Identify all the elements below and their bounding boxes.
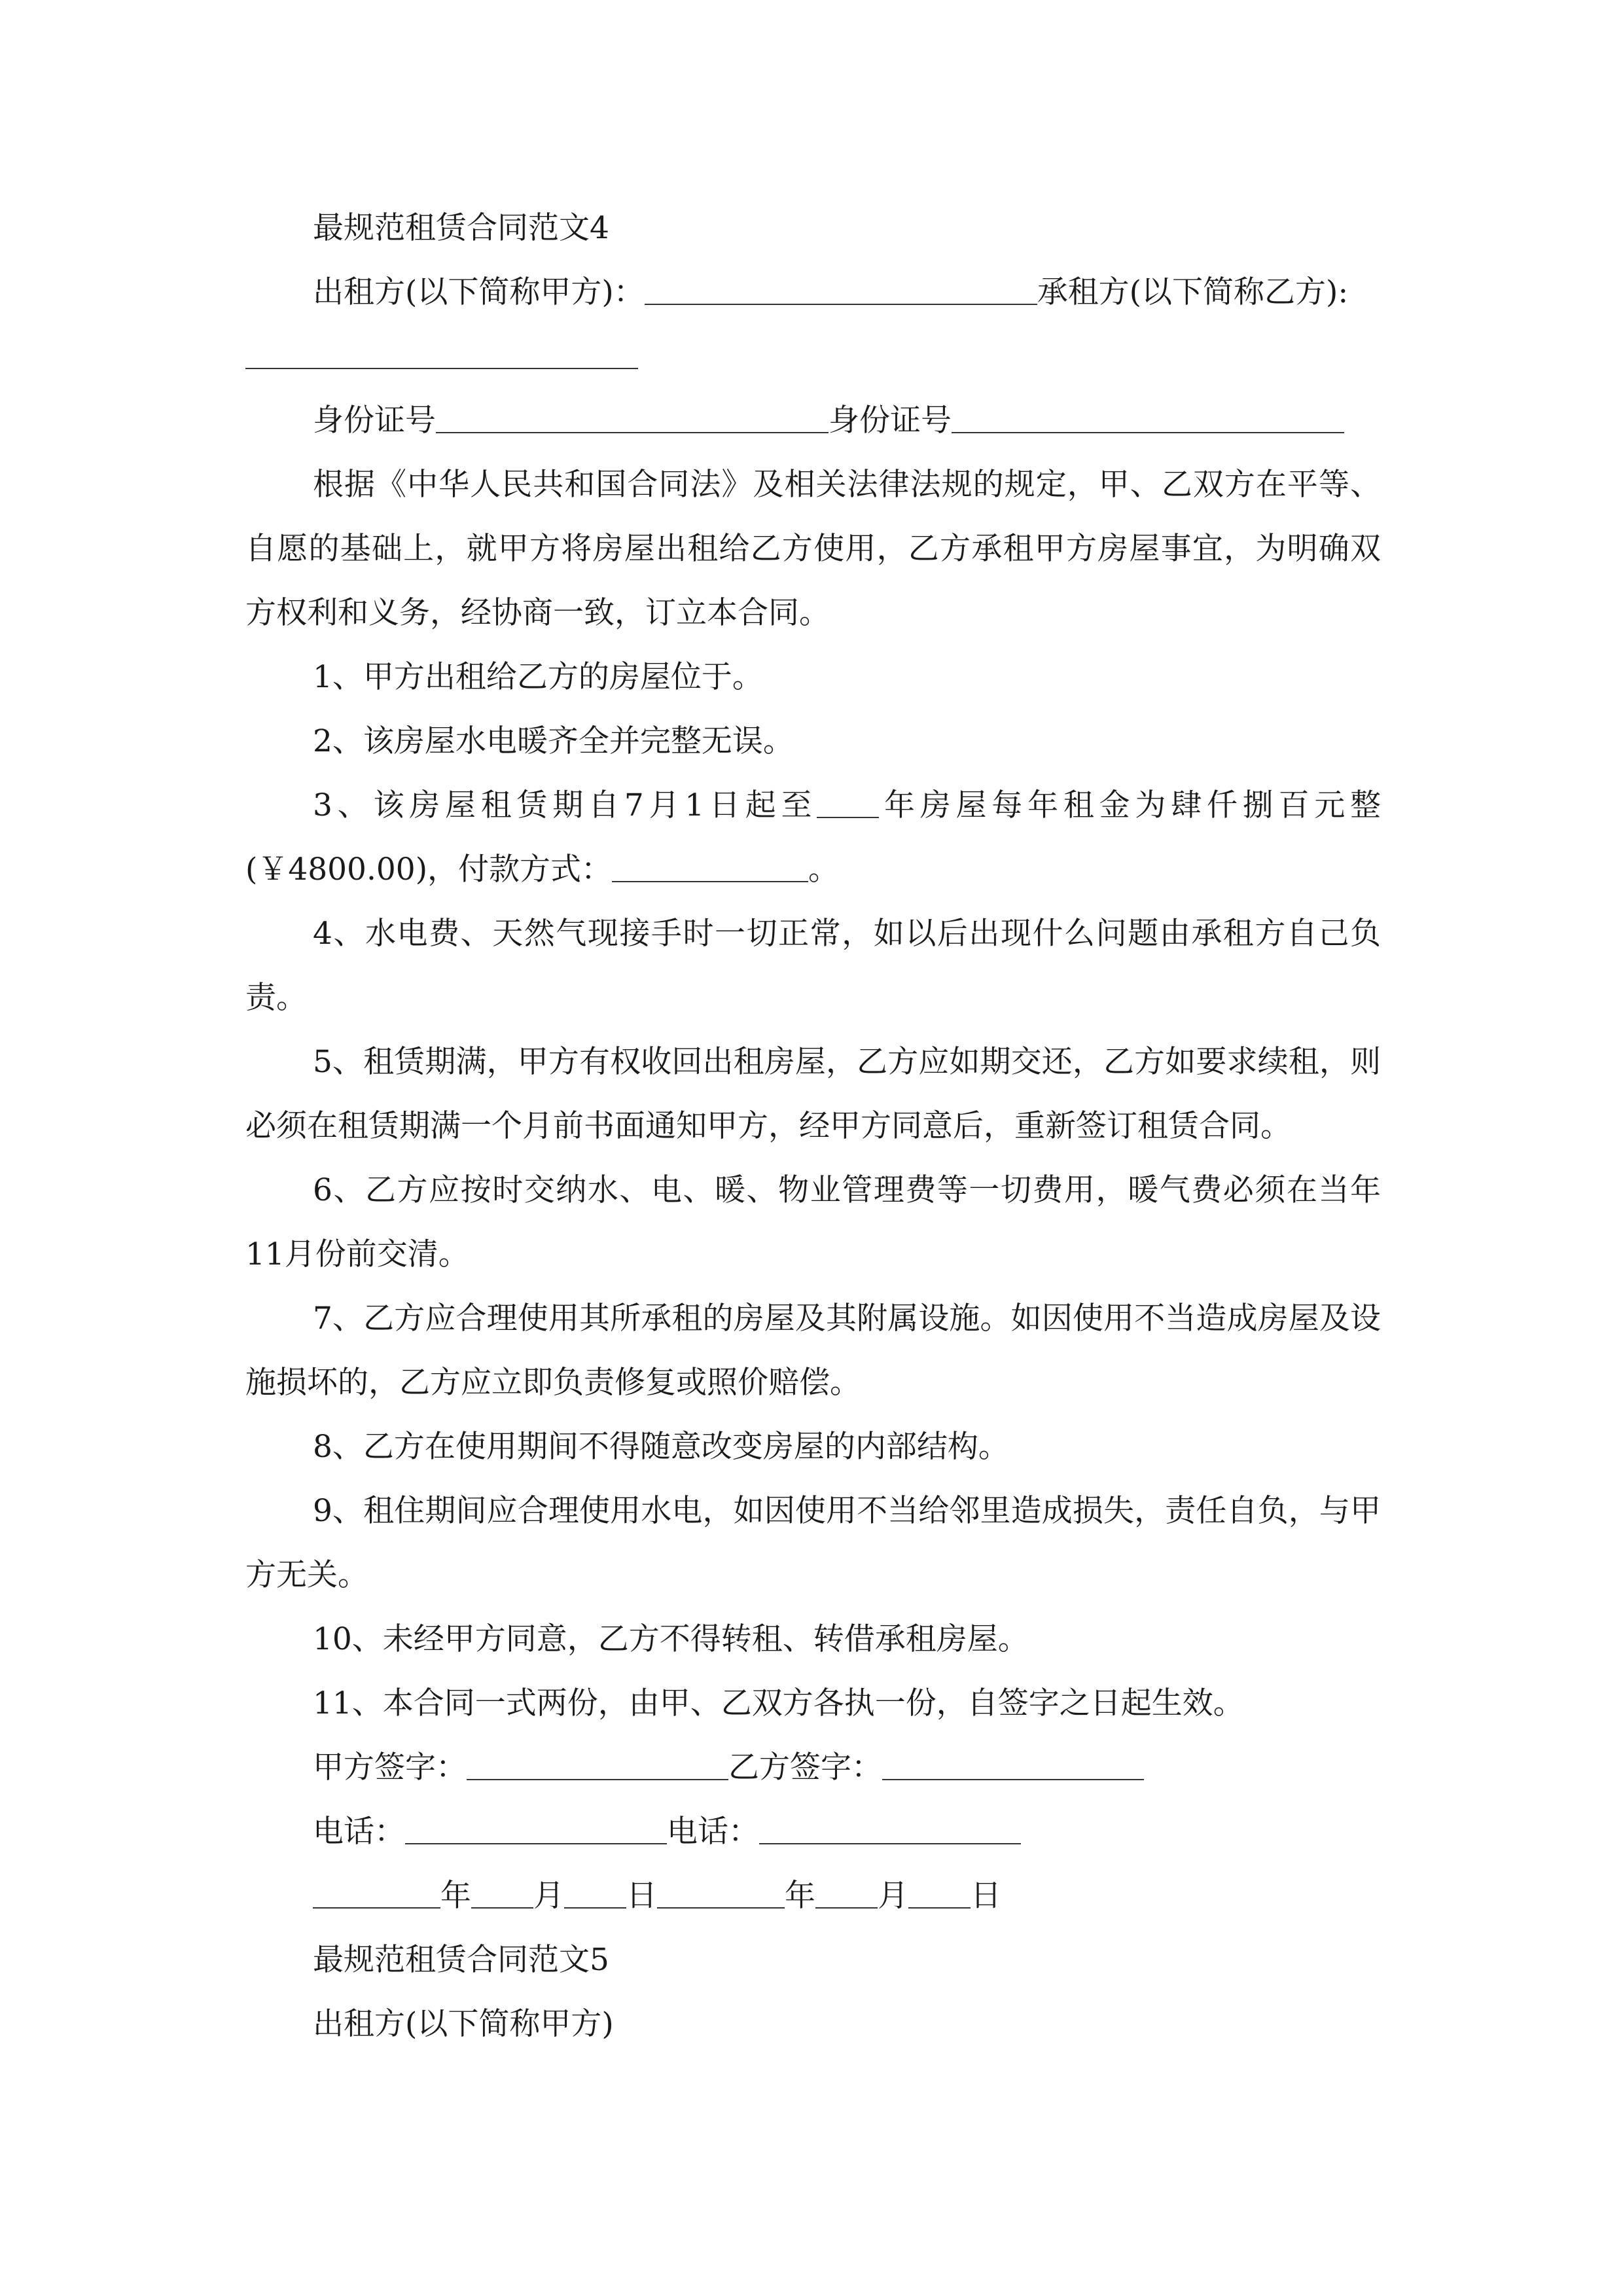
contract-page bbox=[245, 196, 1381, 2056]
clause-3 bbox=[245, 774, 1381, 902]
date-a-month-label: 月 bbox=[533, 1878, 564, 1914]
lessee-id-label: 身份证号 bbox=[829, 403, 952, 439]
clause-1: 1、甲方出租给乙方的房屋位于。 bbox=[313, 659, 763, 695]
date-b-year-blank[interactable] bbox=[657, 1876, 785, 1909]
lessor-label: 出租方(以下简称甲方)： bbox=[313, 274, 645, 310]
date-b-month-blank[interactable] bbox=[815, 1876, 878, 1909]
intro-paragraph: 根据《中华人民共和国合同法》及相关法律法规的规定，甲、乙双方在平等、自愿的基础上，就甲方将房屋出租给乙方使用，乙方承租甲方房屋事宜，为明确双方权利和义务，经协商一致，订立本合同。 bbox=[245, 467, 1381, 631]
date-a-day-label: 日 bbox=[626, 1878, 657, 1914]
lessor-id-blank[interactable] bbox=[436, 401, 829, 433]
phone-line bbox=[245, 1800, 1381, 1864]
lessee-label: 承租方(以下简称乙方): bbox=[1037, 274, 1349, 310]
clause-2: 2、该房屋水电暖齐全并完整无误。 bbox=[313, 723, 794, 759]
sign-a-blank[interactable] bbox=[467, 1748, 728, 1780]
clause-3-rent: 年房屋每年租金为肆仟捌百元整(￥4800.00)，付款方式： bbox=[245, 787, 1381, 888]
lessee-name-line bbox=[245, 325, 1381, 389]
phone-b-label: 电话： bbox=[667, 1814, 759, 1850]
date-b-year-label: 年 bbox=[785, 1878, 815, 1914]
clause-6: 6、乙方应按时交纳水、电、暖、物业管理费等一切费用，暖气费必须在当年11月份前交清。 bbox=[245, 1172, 1381, 1272]
contract-4-heading: 最规范租赁合同范文4 bbox=[313, 210, 609, 246]
sign-b-label: 乙方签字： bbox=[728, 1749, 882, 1785]
lessor-id-label: 身份证号 bbox=[313, 403, 436, 439]
date-b-day-label: 日 bbox=[971, 1878, 1001, 1914]
id-number-line bbox=[245, 389, 1381, 453]
lease-end-year-blank[interactable] bbox=[817, 786, 879, 818]
clause-8: 8、乙方在使用期间不得随意改变房屋的内部结构。 bbox=[313, 1429, 1009, 1465]
clause-5: 5、租赁期满，甲方有权收回出租房屋，乙方应如期交还，乙方如要求续租，则必须在租赁期满一个月前书面通知甲方，经甲方同意后，重新签订租赁合同。 bbox=[245, 1044, 1381, 1144]
phone-a-label: 电话： bbox=[313, 1814, 405, 1850]
contract-5-lessor-label: 出租方(以下简称甲方) bbox=[313, 2006, 614, 2042]
lessee-id-blank[interactable] bbox=[952, 401, 1344, 433]
clause-11: 11、本合同一式两份，由甲、乙双方各执一份，自签字之日起生效。 bbox=[313, 1685, 1244, 1721]
clause-7: 7、乙方应合理使用其所承租的房屋及其附属设施。如因使用不当造成房屋及设施损坏的，乙方应立即负责修复或照价赔偿。 bbox=[245, 1300, 1381, 1401]
date-a-year-label: 年 bbox=[440, 1878, 471, 1914]
sign-b-blank[interactable] bbox=[882, 1748, 1144, 1780]
contract-5-heading: 最规范租赁合同范文5 bbox=[313, 1942, 609, 1978]
phone-b-blank[interactable] bbox=[759, 1812, 1021, 1844]
clause-9: 9、租住期间应合理使用水电，如因使用不当给邻里造成损失，责任自负，与甲方无关。 bbox=[245, 1493, 1381, 1593]
parties-line bbox=[245, 260, 1381, 325]
clause-4: 4、水电费、天然气现接手时一切正常，如以后出现什么问题由承租方自己负责。 bbox=[245, 916, 1381, 1016]
date-a-year-blank[interactable] bbox=[313, 1876, 440, 1909]
lessor-name-blank[interactable] bbox=[645, 273, 1037, 305]
date-a-day-blank[interactable] bbox=[564, 1876, 626, 1909]
phone-a-blank[interactable] bbox=[405, 1812, 667, 1844]
date-line bbox=[245, 1864, 1381, 1928]
payment-method-blank[interactable] bbox=[612, 850, 808, 882]
lessee-name-blank[interactable] bbox=[245, 337, 638, 369]
date-a-month-blank[interactable] bbox=[471, 1876, 533, 1909]
clause-3-end: 。 bbox=[808, 852, 840, 888]
date-b-day-blank[interactable] bbox=[908, 1876, 971, 1909]
sign-a-label: 甲方签字： bbox=[313, 1749, 467, 1785]
signature-line bbox=[245, 1736, 1381, 1800]
clause-10: 10、未经甲方同意，乙方不得转租、转借承租房屋。 bbox=[313, 1621, 1029, 1657]
date-b-month-label: 月 bbox=[878, 1878, 908, 1914]
clause-3-start: 3、该房屋租赁期自7月1日起至 bbox=[313, 787, 817, 823]
